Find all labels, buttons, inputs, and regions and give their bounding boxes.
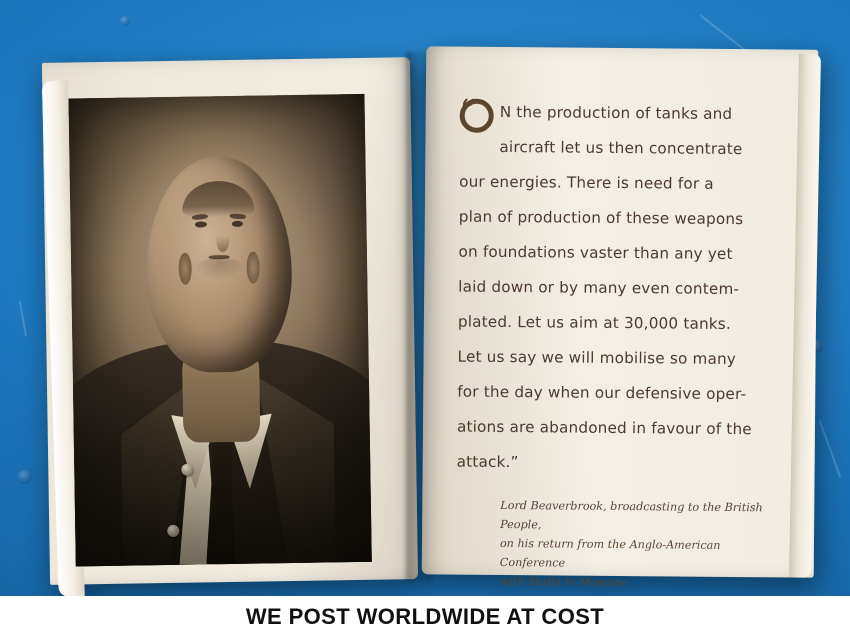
- attribution-line: on his return from the Anglo-American Conference: [499, 536, 721, 570]
- photo-vignette: [68, 94, 371, 567]
- surface-scratch: [819, 420, 841, 477]
- booklet-left-page: [42, 57, 418, 585]
- quote-line: on foundations vaster than any yet: [458, 242, 733, 263]
- quote-line: laid down or by many even contem-: [458, 277, 740, 299]
- booklet-right-page: [422, 46, 819, 590]
- surface-dimple: [120, 16, 130, 26]
- portrait-photograph: [68, 94, 371, 567]
- surface-dimple: [18, 470, 32, 484]
- surface-scratch: [19, 301, 27, 337]
- attribution-line: Lord Beaverbrook, broadcasting to the British People,: [500, 498, 763, 532]
- quote-attribution: [500, 496, 773, 593]
- quote-line: ations are abandoned in favour of the: [456, 417, 752, 439]
- quote-line: our energies. There is need for a: [459, 172, 714, 193]
- quote-line: aircraft let us then concentrate: [499, 137, 743, 159]
- quote-line: for the day when our defensive oper-: [457, 382, 747, 404]
- caption-bar: [0, 596, 850, 638]
- quote-line: attack.”: [456, 452, 519, 472]
- open-booklet: [36, 46, 816, 590]
- open-quote-mark: “: [459, 93, 476, 129]
- quote-line: N the production of tanks and: [499, 102, 733, 123]
- quote-line: plated. Let us aim at 30,000 tanks.: [457, 312, 732, 333]
- attribution-line: with Stalin in Moscow.: [499, 574, 628, 590]
- quotation-block: [456, 95, 786, 594]
- page-edge-right: [789, 53, 821, 577]
- caption-text: WE POST WORLDWIDE AT COST: [245, 604, 605, 629]
- quote-line: Let us say we will mobilise so many: [457, 347, 737, 369]
- quote-line: plan of production of these weapons: [458, 207, 744, 229]
